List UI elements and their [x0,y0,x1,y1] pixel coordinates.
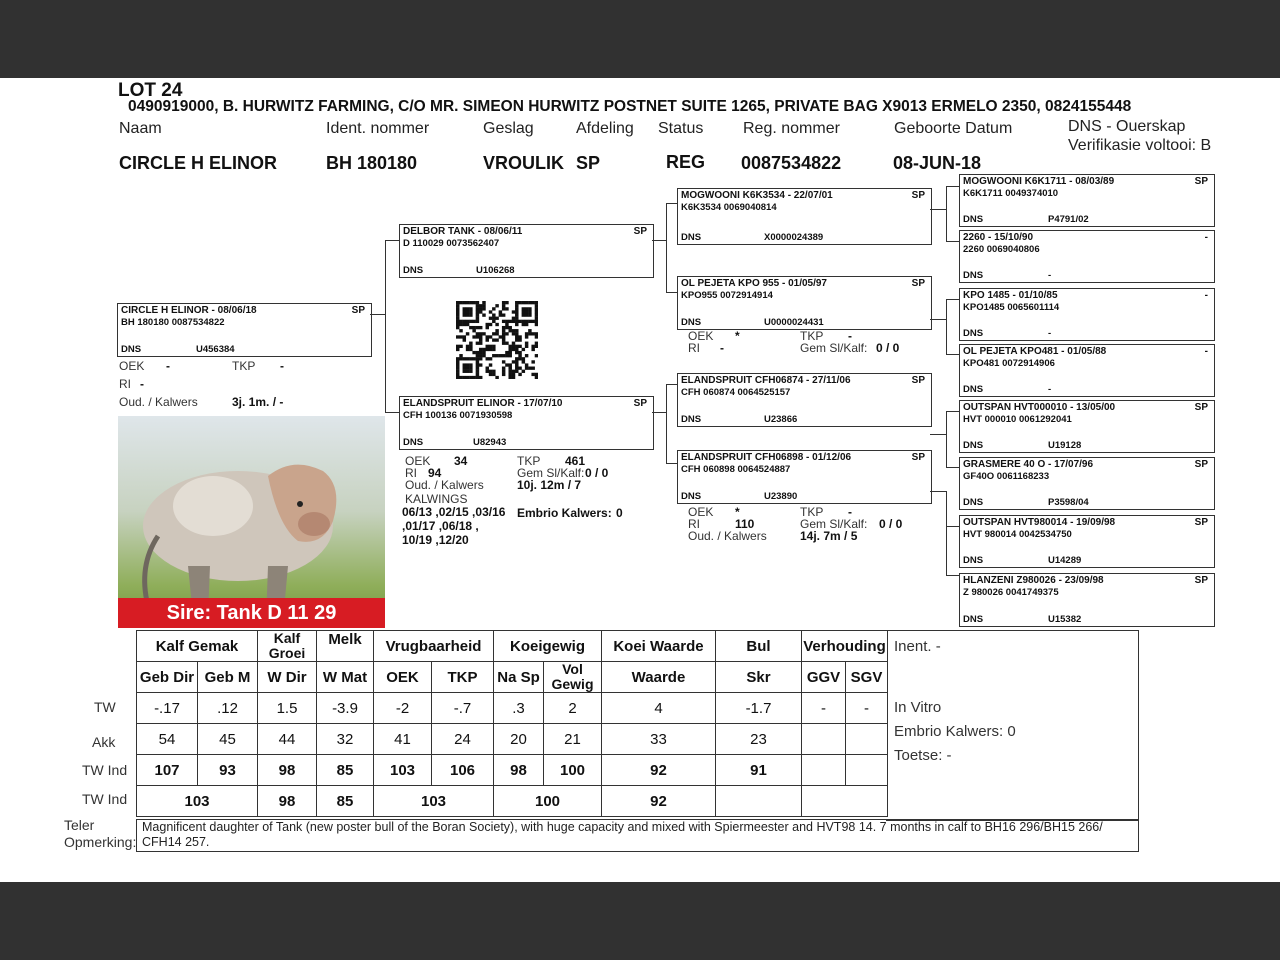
box-dns-value: U23866 [764,414,798,425]
animal-ident: BH 180180 [326,153,418,173]
row-label-tw: TW [94,699,116,715]
table-cell: 33 [602,724,716,755]
box-title: ELANDSPRUIT CFH06874 - 27/11/06 [681,375,851,386]
toetse-text: Toetse: - [894,747,952,764]
stat-value: * [735,329,740,343]
group-header: Melk [317,631,374,662]
box-dns-label: DNS [963,214,984,225]
stat-label: TKP [232,359,256,373]
sub-header: W Mat [317,662,374,693]
sub-header: TKP [432,662,494,693]
table-row-twind-combined [137,786,888,817]
box-dns-value: U14289 [1048,555,1082,566]
table-cell: 100 [494,786,602,817]
stat-value: 14j. 7m / 5 [800,529,858,543]
table-cell: 92 [602,755,716,786]
pedigree-box-great-grandparent [959,457,1215,510]
stat-label: OEK [688,329,714,343]
sub-header: Waarde [602,662,716,693]
pedigree-box-great-grandparent [959,344,1215,397]
box-dns-value: X0000024389 [764,232,824,243]
box-ident: KPO481 0072914906 [963,358,1055,369]
table-cell: .3 [494,693,544,724]
box-ident: HVT 000010 0061292041 [963,414,1072,425]
box-sp: SP [1194,459,1208,470]
group-header: Koei Waarde [602,631,716,662]
table-cell: 41 [374,724,432,755]
box-dns-label: DNS [403,437,424,448]
table-cell: 85 [317,755,374,786]
stat-label: TKP [517,454,541,468]
group-header: Kalf Gemak [137,631,258,662]
box-dns-label: DNS [681,491,702,502]
animal-name: CIRCLE H ELINOR [119,153,278,173]
table-cell: -1.7 [716,693,802,724]
stat-value: 34 [454,454,468,468]
remark-text: Magnificent daughter of Tank (new poster bull of the Boran Society), with huge capacity and mixed with Spiermeester and HVT98 14. 7 months in calf to BH16 296/BH15 266/ CFH14 257. [136,819,1139,852]
stat-label: Oud. / Kalwers [688,529,767,543]
qr-code [456,301,538,379]
label-verifikasie: Verifikasie voltooi: B [1068,137,1212,154]
pedigree-box-great-grandparent [959,400,1215,453]
pedigree-box-great-grandparent [959,288,1215,341]
group-header: Kalf Groei [258,631,317,662]
stat-label: RI [688,341,700,355]
table-cell: 1.5 [258,693,317,724]
stat-label: Embrio Kalwers: [517,506,612,520]
stat-value: 10j. 12m / 7 [517,478,582,492]
sire-caption: Sire: Tank D 11 29 [118,598,385,628]
animal-reg: 0087534822 [741,153,842,173]
label-geboorte: Geboorte Datum [894,120,1013,137]
box-dns-label: DNS [963,497,984,508]
box-dns-value: P4791/02 [1048,214,1089,225]
box-dns-label: DNS [963,555,984,566]
box-dns-label: DNS [963,270,984,281]
stat-value: ,01/17 ,06/18 , [402,519,479,533]
box-dns-value: U19128 [1048,440,1082,451]
table-cell: - [802,693,846,724]
table-cell: 20 [494,724,544,755]
stat-value: 0 [616,506,623,520]
stat-label: RI [405,466,417,480]
table-cell: 106 [432,755,494,786]
performance-table [136,630,888,817]
pedigree-box-animal [117,303,372,357]
stat-value: 06/13 ,02/15 ,03/16 [402,505,506,519]
pedigree-box-sire [399,224,654,278]
stat-label: Oud. / Kalwers [405,478,484,492]
label-ident: Ident. nommer [326,120,430,137]
box-title: GRASMERE 40 O - 17/07/96 [963,459,1094,470]
box-ident: BH 180180 0087534822 [121,317,225,328]
sub-header: Skr [716,662,802,693]
table-cell: 23 [716,724,802,755]
stat-value: 0 / 0 [876,341,900,355]
remark-label-opmerking: Opmerking: [64,834,137,850]
box-ident: K6K1711 0049374010 [963,188,1059,199]
lot-page [0,78,1280,882]
box-sp: SP [1194,517,1208,528]
stat-label: RI [119,377,131,391]
animal-geslag: VROULIK [483,153,564,173]
stat-value: 3j. 1m. / - [232,395,284,409]
box-sp: SP [911,278,925,289]
stat-value: 461 [565,454,586,468]
stat-value: 0 / 0 [879,517,903,531]
stat-label: OEK [688,505,714,519]
table-cell [802,724,846,755]
stat-value: * [735,505,740,519]
box-title: MOGWOONI K6K1711 - 08/03/89 [963,176,1115,187]
stat-label: RI [688,517,700,531]
box-title: DELBOR TANK - 08/06/11 [403,226,523,237]
box-sp: SP [633,398,647,409]
inent-text: Inent. - [894,638,941,655]
box-title: CIRCLE H ELINOR - 08/06/18 [121,305,257,316]
box-title: 2260 - 15/10/90 [963,232,1034,243]
box-ident: GF40O 0061168233 [963,471,1050,482]
box-dns-value: - [1048,328,1052,339]
group-header: Koeigewig [494,631,602,662]
table-cell: .12 [198,693,258,724]
box-sp: SP [1194,402,1208,413]
row-label-akk: Akk [92,734,116,750]
box-dns-label: DNS [963,384,984,395]
stat-label: TKP [800,329,824,343]
box-sp: SP [633,226,647,237]
sub-header: Na Sp [494,662,544,693]
stat-value: - [720,341,724,355]
table-cell: 32 [317,724,374,755]
box-sp: SP [1194,176,1208,187]
table-cell [802,755,846,786]
table-cell: -.17 [137,693,198,724]
table-cell: 24 [432,724,494,755]
box-title: OL PEJETA KPO481 - 01/05/88 [963,346,1107,357]
box-dns-label: DNS [963,328,984,339]
table-cell: 93 [198,755,258,786]
table-cell [846,724,888,755]
box-dns-label: DNS [403,265,424,276]
table-cell: 91 [716,755,802,786]
box-title: OUTSPAN HVT980014 - 19/09/98 [963,517,1116,528]
animal-afdeling: SP [576,153,601,173]
box-title: ELANDSPRUIT CFH06898 - 01/12/06 [681,452,852,463]
stat-value: - [140,377,144,391]
row-label-twind-combined: TW Ind [82,791,128,807]
table-cell: 98 [258,786,317,817]
stat-value: 10/19 ,12/20 [402,533,469,547]
table-cell: -3.9 [317,693,374,724]
row-label-twind: TW Ind [82,762,128,778]
table-cell: -2 [374,693,432,724]
box-sp: SP [911,190,925,201]
table-group-header [137,631,888,662]
stat-value: - [166,359,170,373]
table-cell [802,786,888,817]
animal-dob: 08-JUN-18 [893,153,982,173]
group-header: Bul [716,631,802,662]
table-sub-header [137,662,888,693]
pedigree-box-grandparent [677,450,932,504]
pedigree-box-grandparent [677,373,932,427]
box-dns-value: U23890 [764,491,798,502]
box-title: OUTSPAN HVT000010 - 13/05/00 [963,402,1116,413]
box-ident: HVT 980014 0042534750 [963,529,1072,540]
box-sp: SP [911,452,925,463]
table-cell: 103 [137,786,258,817]
animal-status: REG [666,152,706,172]
box-ident: KPO955 0072914914 [681,290,773,301]
box-dns-value: U456384 [196,344,235,355]
table-cell: 92 [602,786,716,817]
stat-value: 110 [735,517,755,531]
stat-label: Gem Sl/Kalf: [800,517,868,531]
box-dns-value: U0000024431 [764,317,824,328]
table-cell: 85 [317,786,374,817]
pedigree-box-great-grandparent [959,174,1215,227]
box-sp: SP [911,375,925,386]
table-cell: 45 [198,724,258,755]
owner-line: 0490919000, B. HURWITZ FARMING, C/O MR. SIMEON HURWITZ POSTNET SUITE 1265, PRIVATE BAG X9013 ERMELO 2350, 0824155448 [128,98,1132,115]
table-cell: 107 [137,755,198,786]
table-cell [846,755,888,786]
table-cell: - [846,693,888,724]
box-ident: CFH 060874 0064525157 [681,387,791,398]
table-cell [716,786,802,817]
pedigree-box-great-grandparent [959,230,1215,283]
table-cell: 103 [374,755,432,786]
sub-header: W Dir [258,662,317,693]
sub-header: Geb Dir [137,662,198,693]
label-dns: DNS - Ouerskap [1068,118,1186,135]
sub-header: GGV [802,662,846,693]
stat-label: Gem Sl/Kalf: [517,466,585,480]
box-dns-value: P3598/04 [1048,497,1089,508]
table-row-akk [137,724,888,755]
stat-label: Gem Sl/Kalf: [800,341,868,355]
box-sp: SP [1194,575,1208,586]
box-sp: SP [351,305,365,316]
box-dns-label: DNS [681,232,702,243]
label-afdeling: Afdeling [576,120,634,137]
box-ident: CFH 100136 0071930598 [403,410,513,421]
animal-photo [118,416,385,628]
stat-label: TKP [800,505,824,519]
pedigree-box-great-grandparent [959,515,1215,568]
sub-header: SGV [846,662,888,693]
box-dns-value: U106268 [476,265,515,276]
table-cell: 44 [258,724,317,755]
box-dns-label: DNS [681,414,702,425]
box-ident: KPO1485 0065601114 [963,302,1060,313]
embrio-text: Embrio Kalwers: 0 [894,723,1016,740]
box-dns-value: - [1048,270,1052,281]
table-cell: 98 [494,755,544,786]
table-cell: 54 [137,724,198,755]
box-ident: Z 980026 0041749375 [963,587,1059,598]
sub-header: OEK [374,662,432,693]
box-title: KPO 1485 - 01/10/85 [963,290,1058,301]
table-row-twind [137,755,888,786]
box-dns-value: U15382 [1048,614,1082,625]
box-title: MOGWOONI K6K3534 - 22/07/01 [681,190,833,201]
stat-label: OEK [119,359,145,373]
table-cell: 100 [544,755,602,786]
table-cell: 21 [544,724,602,755]
invitro-text: In Vitro [894,699,942,716]
box-sp: - [1204,232,1208,243]
box-ident: K6K3534 0069040814 [681,202,777,213]
box-ident: D 110029 0073562407 [403,238,500,249]
stat-value: 94 [428,466,442,480]
table-cell: 2 [544,693,602,724]
group-header: Verhouding [802,631,888,662]
label-status: Status [658,120,704,137]
label-naam: Naam [119,120,162,137]
stat-label: OEK [405,454,431,468]
box-title: ELANDSPRUIT ELINOR - 17/07/10 [403,398,563,409]
box-dns-value: U82943 [473,437,507,448]
sub-header: Geb M [198,662,258,693]
box-title: HLANZENI Z980026 - 23/09/98 [963,575,1104,586]
stat-value: - [848,505,852,519]
pedigree-box-grandparent [677,276,932,330]
table-row-tw [137,693,888,724]
table-cell: 103 [374,786,494,817]
stat-value: 0 / 0 [585,466,609,480]
cow-illustration [118,416,385,628]
box-dns-label: DNS [963,440,984,451]
pedigree-box-grandparent [677,188,932,245]
stat-value: - [280,359,284,373]
sub-header: Vol Gewig [544,662,602,693]
box-sp: - [1204,346,1208,357]
table-cell: 98 [258,755,317,786]
table-cell: 4 [602,693,716,724]
box-dns-value: - [1048,384,1052,395]
box-sp: - [1204,290,1208,301]
label-reg: Reg. nommer [743,120,840,137]
box-dns-label: DNS [681,317,702,328]
group-header: Vrugbaarheid [374,631,494,662]
pedigree-box-great-grandparent [959,573,1215,627]
box-title: OL PEJETA KPO 955 - 01/05/97 [681,278,827,289]
pedigree-box-dam [399,396,654,450]
table-cell: -.7 [432,693,494,724]
remark-label-teler: Teler [64,817,95,833]
stat-label: Oud. / Kalwers [119,395,198,409]
box-ident: 2260 0069040806 [963,244,1040,255]
label-geslag: Geslag [483,120,534,137]
stat-label: KALWINGS [405,492,468,506]
box-ident: CFH 060898 0064524887 [681,464,791,475]
box-dns-label: DNS [121,344,142,355]
box-dns-label: DNS [963,614,984,625]
lot-number: LOT 24 [118,80,183,101]
stat-value: - [848,329,852,343]
